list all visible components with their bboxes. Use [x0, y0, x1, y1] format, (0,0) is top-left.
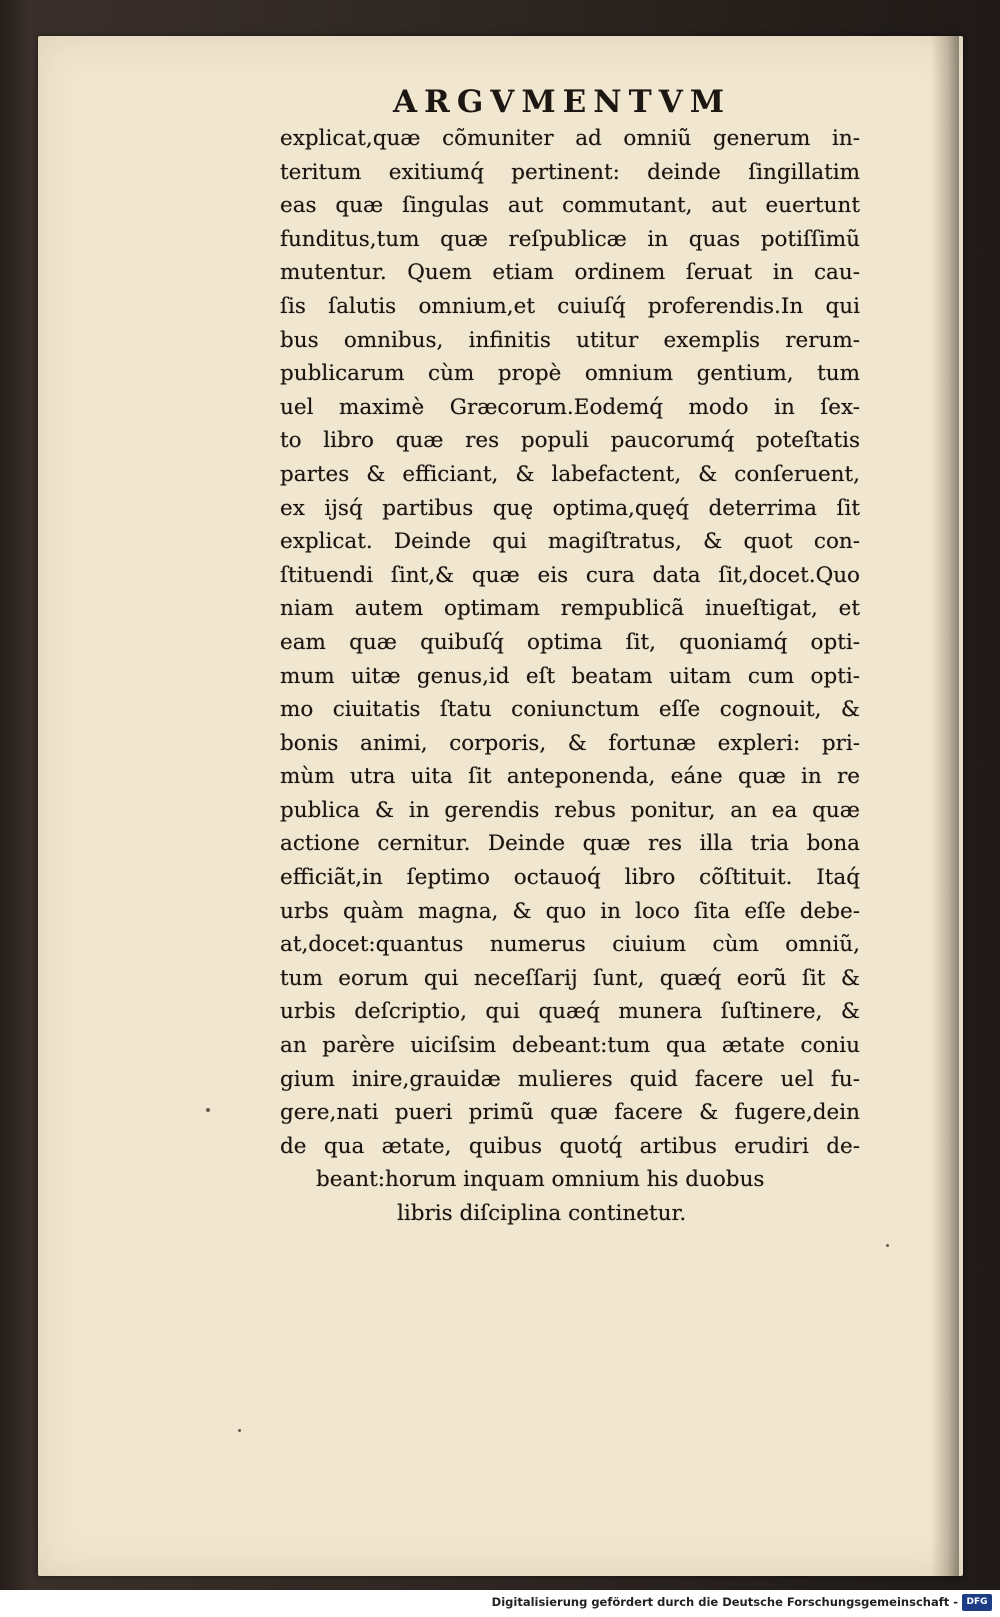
body-text: [280, 122, 860, 1231]
text-line: ſis ſalutis omnium,et cuiuſq́ proferendis.In qui: [280, 293, 860, 319]
text-line: eas quæ ſingulas aut commutant, aut euertunt: [280, 193, 860, 219]
text-line: mùm utra uita ſit anteponenda, eáne quæ in re: [280, 764, 860, 790]
text-line: ex ijsq́ partibus quę optima,quęq́ deterrima ſit: [280, 495, 860, 521]
text-line: at,docet:quantus numerus ciuium cùm omniũ,: [280, 932, 860, 958]
text-line: bonis animi, corporis, & fortunæ expleri: pri-: [280, 730, 860, 756]
text-line: tum eorum qui neceſſarij ſunt, quæq́ eorũ ſit &: [280, 965, 860, 991]
text-line: beant:horum inquam omnium his duobus: [316, 1167, 765, 1193]
text-line: urbs quàm magna, & quo in loco ſita eſſe debe-: [280, 898, 860, 924]
text-line: libris diſciplina continetur.: [397, 1201, 687, 1226]
text-line: an parère uiciſsim debeant:tum qua ætate coniu: [280, 1033, 860, 1059]
dfg-logo-icon: DFG: [962, 1594, 992, 1611]
text-line: mo ciuitatis ſtatu coniunctum eſſe cognouit, &: [280, 697, 860, 723]
text-line: to libro quæ res populi paucorumq́ poteſtatis: [280, 428, 860, 454]
page-heading: ARGVMENTVM: [393, 84, 732, 120]
text-line: gere,nati pueri primũ quæ facere & fugere,dein: [280, 1100, 860, 1126]
text-line: urbis deſcriptio, qui quæq́ munera ſuſtinere, &: [280, 999, 860, 1025]
text-line: bus omnibus, infinitis utitur exemplis rerum-: [280, 327, 860, 353]
ink-speck: [206, 1108, 210, 1112]
footer-bar: [0, 1590, 1000, 1617]
funding-notice: Digitalisierung gefördert durch die Deutsche Forschungsgemeinschaft -: [491, 1595, 958, 1609]
text-line: gium inire,grauidæ mulieres quid facere uel fu-: [280, 1066, 860, 1092]
text-line: ſtituendi ſint,& quæ eis cura data ſit,docet.Quo: [280, 562, 860, 588]
ink-speck: [886, 1244, 889, 1247]
text-line: teritum exitiumq́ pertinent: deinde ſingillatim: [280, 159, 860, 185]
text-line: publica & in gerendis rebus ponitur, an ea quæ: [280, 797, 860, 823]
text-line: mum uitæ genus,id eſt beatam uitam cum opti-: [280, 663, 860, 689]
ink-speck: [238, 1429, 241, 1432]
text-line: mutentur. Quem etiam ordinem ſeruat in cau-: [280, 260, 860, 286]
page-gutter-shadow: [931, 36, 959, 1576]
text-line: explicat,quæ cõmuniter ad omniũ generum in-: [280, 126, 860, 151]
text-line: de qua ætate, quibus quotq́ artibus erudiri de-: [280, 1133, 860, 1159]
text-line: funditus,tum quæ reſpublicæ in quas potiſſimũ: [280, 226, 860, 252]
text-line: eam quæ quibuſq́ optima ſit, quoniamq́ opti-: [280, 629, 860, 655]
text-line: uel maximè Græcorum.Eodemq́ modo in ſex-: [280, 394, 860, 420]
text-line: publicarum cùm propè omnium gentium, tum: [280, 361, 860, 387]
text-line: explicat. Deinde qui magiſtratus, & quot con-: [280, 529, 860, 555]
text-line: efficiãt,in ſeptimo octauoq́ libro cõſtituit. Itaq́: [280, 865, 860, 891]
text-line: actione cernitur. Deinde quæ res illa tria bona: [280, 831, 860, 857]
text-line: partes & efficiant, & labefactent, & conſeruent,: [280, 461, 860, 487]
text-line: niam autem optimam rempublicã inueſtigat, et: [280, 596, 860, 622]
